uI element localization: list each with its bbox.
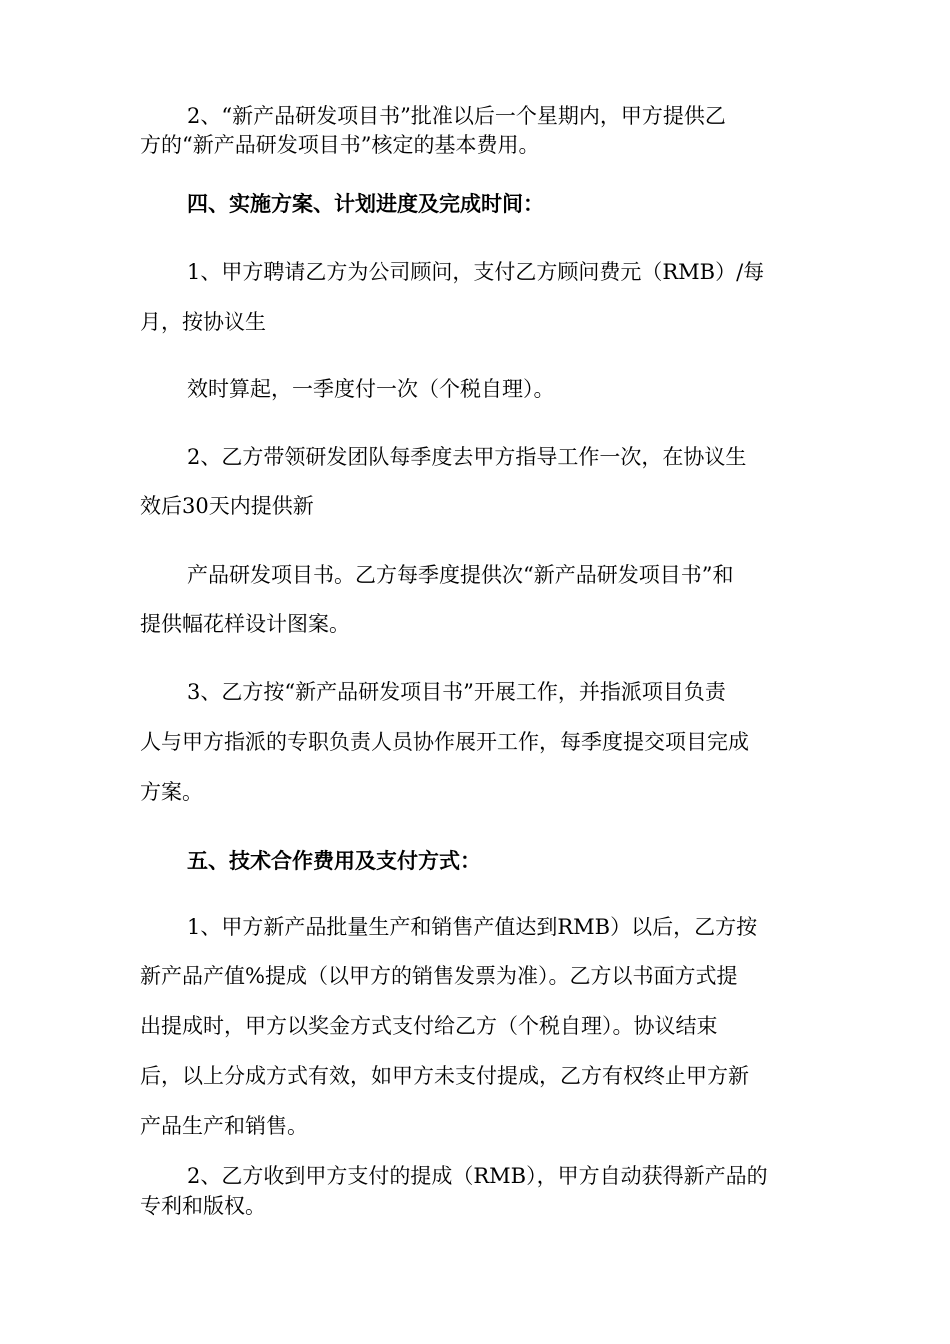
section-heading-4: 四、实施方案、计划进度及完成时间： xyxy=(187,191,544,216)
paragraph-line: 人与甲方指派的专职负责人员协作展开工作，每季度提交项目完成 xyxy=(140,730,749,754)
paragraph-line: 效后30天内提供新 xyxy=(140,494,314,518)
paragraph-line: 方案。 xyxy=(140,780,203,804)
section-heading-5: 五、技术合作费用及支付方式： xyxy=(187,848,481,873)
paragraph-line: 3、乙方按“新产品研发项目书”开展工作，并指派项目负责 xyxy=(187,680,726,704)
paragraph-line: 后，以上分成方式有效，如甲方未支付提成，乙方有权终止甲方新 xyxy=(140,1064,749,1088)
paragraph-line: 提供幅花样设计图案。 xyxy=(140,612,350,636)
paragraph-line: 1、甲方聘请乙方为公司顾问，支付乙方顾问费元（RMB）/每 xyxy=(187,260,765,284)
paragraph-line: 产品生产和销售。 xyxy=(140,1114,308,1138)
paragraph-line: 2、“新产品研发项目书”批准以后一个星期内，甲方提供乙 xyxy=(187,104,726,128)
paragraph-line: 1、甲方新产品批量生产和销售产值达到RMB）以后，乙方按 xyxy=(187,915,758,939)
paragraph-line: 新产品产值%提成（以甲方的销售发票为准）。乙方以书面方式提 xyxy=(140,964,738,988)
paragraph-line: 产品研发项目书。乙方每季度提供次“新产品研发项目书”和 xyxy=(187,563,734,587)
paragraph-line: 出提成时，甲方以奖金方式支付给乙方（个税自理）。协议结束 xyxy=(140,1014,718,1038)
paragraph-line: 效时算起，一季度付一次（个税自理）。 xyxy=(187,377,555,401)
paragraph-line: 方的“新产品研发项目书”核定的基本费用。 xyxy=(140,133,540,157)
paragraph-line: 2、乙方带领研发团队每季度去甲方指导工作一次，在协议生 xyxy=(187,445,747,469)
paragraph-line: 专利和版权。 xyxy=(140,1194,266,1218)
paragraph-line: 2、乙方收到甲方支付的提成（RMB），甲方自动获得新产品的 xyxy=(187,1164,768,1188)
paragraph-line: 月，按协议生 xyxy=(140,310,266,334)
